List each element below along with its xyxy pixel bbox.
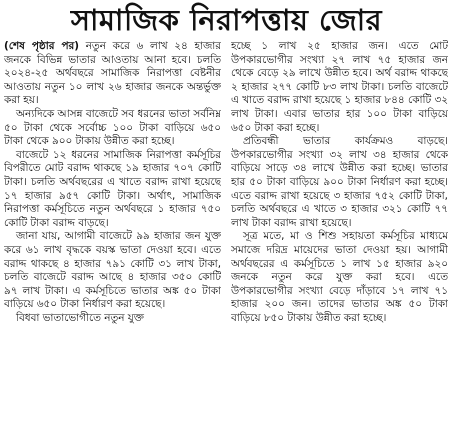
headline: সামাজিক নিরাপত্তায় জোর (70, 3, 383, 37)
paragraph: বিধবা ভাতাভোগীতে নতুন যুক্ত (16, 311, 144, 324)
paragraph: হচ্ছে ১ লাখ ২৫ হাজার জন। এতে মোট উপকারভোগীর সংখ্যা ২৭ লাখ ৭৫ হাজার জন থেকে বেড়ে ২৯ লাখে উন্নীত হবে। অর্থ বরাদ্দ থাকছে ২ হাজার ২৭৭ কোটি ৮৩ লাখ টাকা। চলতি বাজেটে এ খাতে বরাদ্দ রাখা হয়েছে ১ হাজার ৮৪৪ কোটি ৩২ লাখ টাকা। এবার ভাতার হার ১০০ টাকা বাড়িয়ে ৬৫০ টাকা করা হচ্ছে। (231, 40, 448, 134)
paragraph: বাজেটে ১২ ধরনের সামাজিক নিরাপত্তা কর্মসূচির বিপরীতে মোট বরাদ্দ থাকছে ১৯ হাজার ৭০৭ কোটি টাকা। চলতি অর্থবছরের এ খাতে বরাদ্দ রাখা হয়েছে ১৭ হাজার ৯৫৭ কোটি টাকা। অর্থাৎ, সামাজিক নিরাপত্তা কর্মসূচিতে নতুন অর্থবছরে ১ হাজার ৭৫০ কোটি টাকা বরাদ্দ বাড়ছে। (4, 148, 221, 229)
continuation-label: (শেষ পৃষ্ঠার পর) (4, 40, 79, 52)
paragraph (4, 40, 221, 108)
right-column (231, 40, 448, 444)
left-column (4, 40, 221, 444)
paragraph: প্রতিবন্ধী ভাতার কার্যক্রমও বাড়ছে। উপকারভোগীর সংখ্যা ৩২ লাখ ৩৪ হাজার থেকে বাড়িয়ে সাড়ে ৩৪ লাখে উন্নীত করা হচ্ছে। ভাতার হার ৫০ টাকা বাড়িয়ে ৯০০ টাকা নির্ধারণ করা হচ্ছে। এতে বরাদ্দ রাখা হয়েছে ৩ হাজার ৭৫২ কোটি টাকা, চলতি অর্থবছরে এ খাতে ৩ হাজার ৩২১ কোটি ৭৭ লাখ টাকা বরাদ্দ রাখা হয়েছে। (231, 135, 448, 229)
paragraph: জানা যায়, আগামী বাজেটে ৯৯ হাজার জন যুক্ত করে ৬১ লাখ বৃদ্ধকে বয়স্ক ভাতা দেওয়া হবে। এতে বরাদ্দ থাকছে ৪ হাজার ৭৯১ কোটি ৩১ লাখ টাকা, চলতি বাজেটে বরাদ্দ আছে ৪ হাজার ৩৫০ কোটি ৯৭ লাখ টাকা। এ কর্মসূচিতে ভাতার অঙ্ক ৫০ টাকা বাড়িয়ে ৬৫০ টাকা নির্ধারণ করা হয়েছে। (4, 230, 221, 311)
paragraph-text: নতুন করে ৬ লাখ ২৪ হাজার জনকে বিভিন্ন ভাতার আওতায় আনা হবে। চলতি ২০২৪-২৫ অর্থবছরে সামাজিক নিরাপত্তা বেষ্টনীর আওতায় নতুন ১০ লাখ ২৬ হাজার জনকে অন্তর্ভুক্ত করা হয়। (4, 40, 221, 107)
paragraph: সূত্র মতে, মা ও শিশু সহায়তা কর্মসূচির মাধ্যমে সমাজে দরিদ্র মায়েদের ভাতা দেওয়া হয়। আগামী অর্থবছরের এ কর্মসূচিতে ১ লাখ ১৫ হাজার ৯২০ জনকে নতুন করে যুক্ত করা হবে। এতে উপকারভোগীর সংখ্যা বেড়ে দাঁড়াবে ১৭ লাখ ৭১ হাজার ২০০ জন। তাদের ভাতার অঙ্ক ৫০ টাকা বাড়িয়ে ৮৫০ টাকায় উন্নীত করা হচ্ছে। (231, 230, 448, 324)
article-body (4, 40, 449, 444)
paragraph: অন্যদিকে আসন্ন বাজেটে সব ধরনের ভাতা সর্বনিম্ন ৫০ টাকা থেকে সর্বোচ্চ ১০০ টাকা বাড়িয়ে ৬৫০ টাকা থেকে ৯০০ টাকায় উন্নীত করা হচ্ছে। (4, 107, 221, 148)
